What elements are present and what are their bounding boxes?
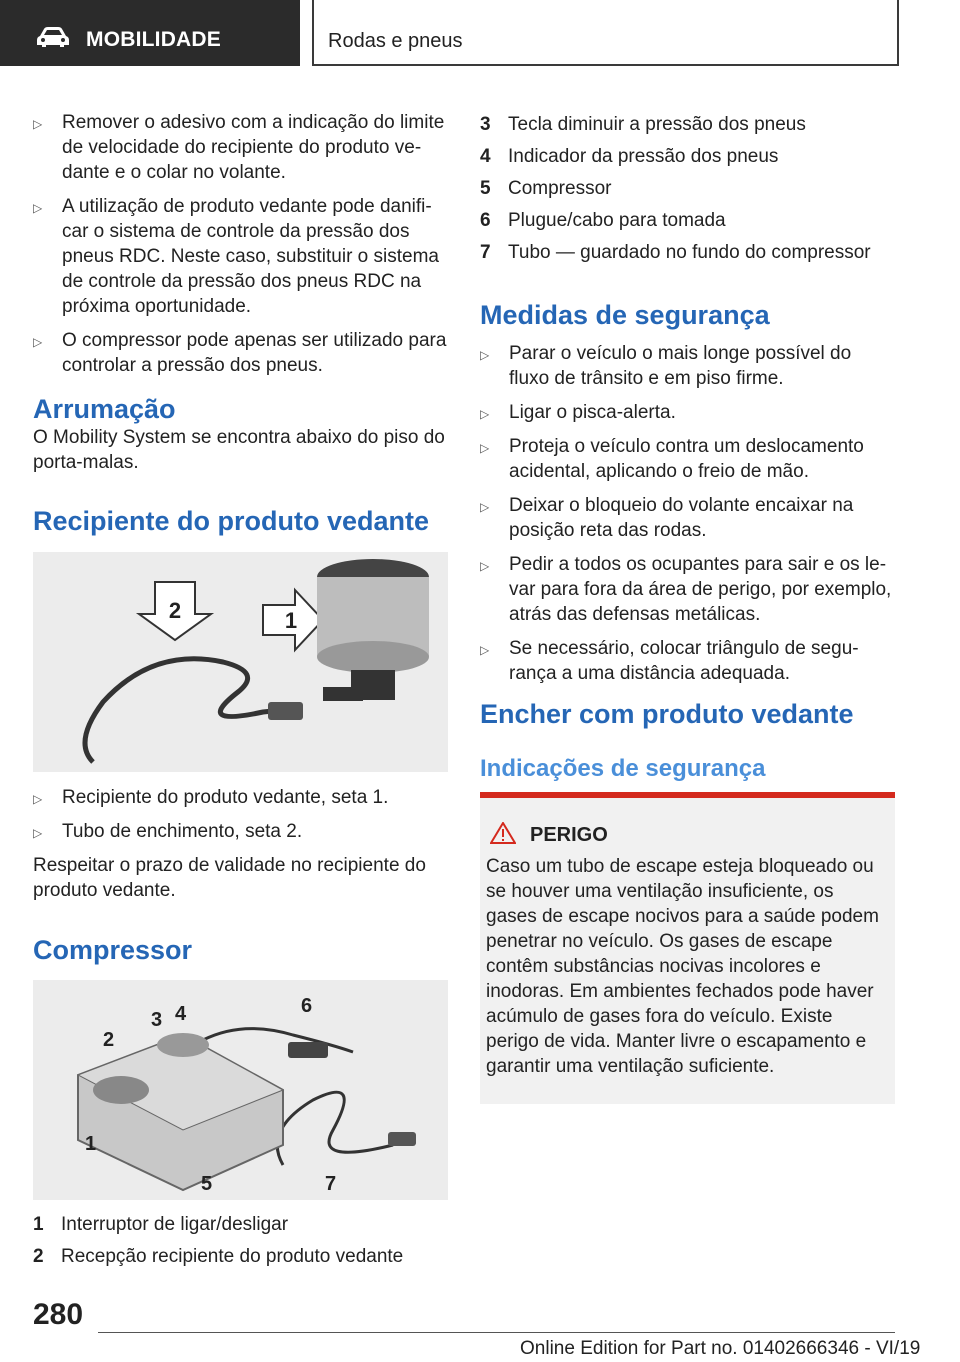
list-item: ▷ Pedir a todos os ocupantes para sair e os levar para fora da área de perigo, por exemplo, atrás das defensas metálicas.: [480, 554, 892, 625]
edition-footer: Online Edition for Part no. 01402666346 - VI/19: [520, 1338, 921, 1359]
arrumacao-heading: Arrumação: [33, 394, 176, 424]
list-item: ▷ Parar o veículo o mais longe possível do fluxo de trânsito e em piso firme.: [480, 343, 852, 389]
warning-label: PERIGO: [530, 824, 608, 846]
footer-divider: [98, 1332, 895, 1333]
legend-item: 7 Tubo — guardado no fundo do compressor: [480, 242, 871, 263]
chapter-title: Rodas e pneus: [328, 30, 463, 52]
figure-label-2: 2: [168, 598, 182, 623]
recipiente-bullets: [33, 785, 448, 911]
legend-item: 5 Compressor: [480, 178, 612, 199]
list-item: ▷ A utilização de produto vedante pode danificar o sistema de controle da pressão dos pneus RDC. Neste caso, substituir o sistema de controle da pressão dos pneus RDC na próxima oportunidade.: [33, 196, 439, 317]
figure-label-1: 1: [284, 608, 298, 633]
figure-label-3: 3: [151, 1009, 163, 1031]
car-icon: [36, 26, 70, 48]
bullet-triangle-icon: ▷: [33, 201, 43, 215]
arrumacao-section: [33, 393, 448, 483]
medidas-section: [480, 299, 895, 695]
encher-section: [480, 698, 895, 730]
medidas-heading: Medidas de segurança: [480, 300, 770, 330]
compressor-legend-left: [33, 1212, 448, 1276]
section-header: [0, 0, 300, 66]
section-title: MOBILIDADE: [86, 28, 221, 51]
list-item: ▷ Ligar o pisca-alerta.: [480, 400, 895, 425]
figure-label-7: 7: [325, 1173, 337, 1195]
list-item: ▷ Deixar o bloqueio do volante encaixar na posição reta das rodas.: [480, 495, 854, 541]
compressor-figure: [33, 980, 448, 1200]
list-item: ▷ Proteja o veículo contra um deslocamento acidental, aplicando o freio de mão.: [480, 436, 864, 482]
left-top-bullets: [33, 110, 448, 387]
warning-text: Caso um tubo de escape esteja bloqueado ou se houver uma ventilação insuficiente, os gases de escape nocivos para a saúde podem penetrar no veículo. Os gases de escape contêm substâncias nocivas incolores e inodoras. Em ambientes fechados pode haver acúmulo de gases fora do veículo. Existe perigo de vida. Manter livre o escapamento e garantir uma ventilação suficiente.: [486, 856, 879, 1077]
bullet-triangle-icon: ▷: [33, 117, 43, 131]
figure-label-2: 2: [103, 1029, 115, 1051]
danger-warning-box: [480, 792, 895, 1104]
list-item: ▷ Tubo de enchimento, seta 2.: [33, 819, 448, 844]
bullet-triangle-icon: ▷: [480, 643, 490, 657]
arrumacao-text: O Mobility System se encontra abaixo do piso do porta-malas.: [33, 427, 445, 473]
indicacoes-section: [480, 754, 895, 784]
bullet-triangle-icon: ▷: [480, 441, 490, 455]
validity-note: Respeitar o prazo de validade no recipiente do produto vedante.: [33, 855, 426, 901]
list-item: ▷ O compressor pode apenas ser utilizado para controlar a pressão dos pneus.: [33, 330, 447, 376]
indicacoes-heading: Indicações de segurança: [480, 755, 766, 782]
bullet-triangle-icon: ▷: [480, 348, 490, 362]
compressor-legend-right: [480, 112, 895, 272]
encher-heading: Encher com produto vedante: [480, 699, 854, 729]
figure-label-1: 1: [85, 1133, 97, 1155]
legend-item: 4 Indicador da pressão dos pneus: [480, 146, 779, 167]
legend-item: 6 Plugue/cabo para tomada: [480, 210, 726, 231]
compressor-section: [33, 934, 448, 966]
figure-label-6: 6: [301, 995, 313, 1017]
compressor-illustration: [33, 980, 448, 1200]
sealant-illustration: [33, 552, 448, 772]
warning-triangle-icon: [490, 822, 516, 844]
bullet-triangle-icon: ▷: [33, 792, 43, 806]
bullet-triangle-icon: ▷: [480, 500, 490, 514]
list-item: ▷ Remover o adesivo com a indicação do limite de velocidade do recipiente do produto vedante e o colar no volante.: [33, 112, 445, 183]
bullet-triangle-icon: ▷: [480, 559, 490, 573]
chapter-header: [312, 0, 899, 66]
figure-label-5: 5: [201, 1173, 213, 1195]
bullet-triangle-icon: ▷: [33, 335, 43, 349]
figure-label-4: 4: [175, 1003, 187, 1025]
legend-item: 2 Recepção recipiente do produto vedante: [33, 1246, 404, 1267]
legend-item: 1 Interruptor de ligar/desligar: [33, 1214, 289, 1235]
list-item: ▷ Se necessário, colocar triângulo de segurança a uma distância adequada.: [480, 638, 859, 684]
bullet-triangle-icon: ▷: [33, 826, 43, 840]
list-item: ▷ Recipiente do produto vedante, seta 1.: [33, 785, 448, 810]
compressor-heading: Compressor: [33, 935, 193, 965]
recipiente-section: [33, 505, 448, 537]
bullet-triangle-icon: ▷: [480, 407, 490, 421]
recipiente-heading: Recipiente do produto vedante: [33, 506, 430, 536]
warning-header: [490, 822, 608, 847]
legend-item: 3 Tecla diminuir a pressão dos pneus: [480, 114, 806, 135]
sealant-container-figure: [33, 552, 448, 772]
page-number: 280: [33, 1298, 84, 1331]
